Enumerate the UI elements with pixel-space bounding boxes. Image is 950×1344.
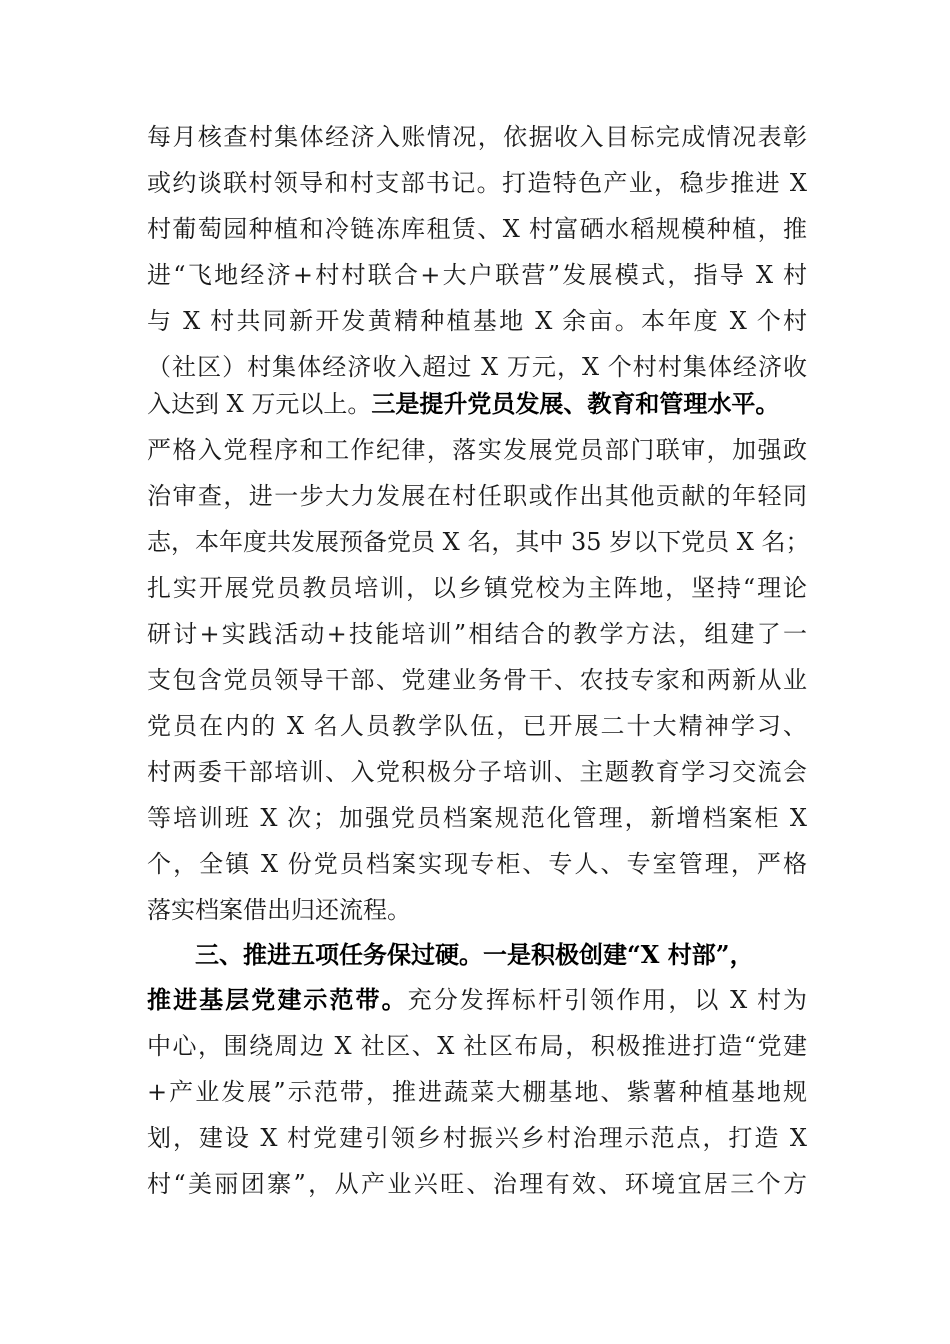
text-segment: 划，建设 X 村党建引领乡村振兴乡村治理示范点，打造 X — [147, 1124, 807, 1152]
text-segment: 与 X 村共同新开发黄精种植基地 X 余亩。本年度 X 个村 — [147, 307, 807, 335]
text-segment: 村“美丽团寨”，从产业兴旺、治理有效、环境宜居三个方 — [147, 1170, 807, 1198]
text-segment: 党员在内的 X 名人员教学队伍，已开展二十大精神学习、 — [147, 712, 807, 740]
text-segment: 严格入党程序和工作纪律，落实发展党员部门联审，加强政 — [147, 436, 807, 464]
text-line — [147, 660, 807, 700]
text-line — [147, 798, 807, 838]
text-line — [147, 1164, 807, 1204]
text-line — [147, 476, 807, 516]
text-segment: 充分发挥标杆引领作用，以 X 村为 — [407, 986, 808, 1014]
text-line — [147, 568, 807, 608]
text-line — [147, 1026, 807, 1066]
text-line — [147, 384, 807, 424]
text-line — [147, 935, 807, 975]
text-segment: 治审查，进一步大力发展在村任职或作出其他贡献的年轻同 — [147, 482, 807, 510]
text-line — [147, 209, 807, 249]
text-line — [147, 301, 807, 341]
text-segment: 每月核查村集体经济入账情况，依据收入目标完成情况表彰 — [147, 123, 807, 151]
text-line — [147, 522, 810, 562]
bold-text-segment: 三、推进五项任务保过硬。一是积极创建“X 村部”， — [147, 940, 754, 969]
text-line — [147, 255, 807, 295]
text-line — [147, 980, 807, 1020]
text-segment: 落实档案借出归还流程。 — [147, 896, 411, 924]
text-segment: （社区）村集体经济收入超过 X 万元，X 个村村集体经济收 — [147, 353, 807, 381]
bold-text-segment: 三是提升党员发展、教育和管理水平。 — [371, 389, 780, 418]
text-line — [147, 752, 807, 792]
text-line — [147, 117, 807, 157]
text-line — [147, 614, 807, 654]
text-segment: 支包含党员领导干部、党建业务骨干、农技专家和两新从业 — [147, 666, 807, 694]
text-line — [147, 430, 807, 470]
text-line — [147, 706, 807, 746]
bold-text-segment: 推进基层党建示范带。 — [147, 985, 408, 1014]
text-segment: 进“飞地经济+村村联合+大户联营”发展模式，指导 X 村 — [147, 261, 807, 289]
text-segment: 研讨+实践活动+技能培训”相结合的教学方法，组建了一 — [147, 620, 807, 648]
text-line — [147, 890, 807, 930]
text-segment: +产业发展”示范带，推进蔬菜大棚基地、紫薯种植基地规 — [147, 1078, 807, 1106]
text-line — [147, 1072, 807, 1112]
text-segment: 中心，围绕周边 X 社区、X 社区布局，积极推进打造“党建 — [147, 1032, 807, 1060]
text-segment: 村葡萄园种植和冷链冻库租赁、X 村富硒水稻规模种植，推 — [147, 215, 807, 243]
text-line — [147, 1118, 807, 1158]
text-line — [147, 844, 807, 884]
text-segment: 村两委干部培训、入党积极分子培训、主题教育学习交流会 — [147, 758, 807, 786]
text-segment: 扎实开展党员教员培训，以乡镇党校为主阵地，坚持“理论 — [147, 574, 807, 602]
text-segment: 入达到 X 万元以上。 — [147, 390, 372, 418]
text-line — [147, 347, 807, 387]
text-segment: 等培训班 X 次；加强党员档案规范化管理，新增档案柜 X — [147, 804, 807, 832]
text-segment: 或约谈联村领导和村支部书记。打造特色产业，稳步推进 X — [147, 169, 807, 197]
text-segment: 志，本年度共发展预备党员 X 名，其中 35 岁以下党员 X 名； — [147, 528, 810, 556]
text-segment: 个，全镇 X 份党员档案实现专柜、专人、专室管理，严格 — [147, 850, 807, 878]
text-line — [147, 163, 807, 203]
